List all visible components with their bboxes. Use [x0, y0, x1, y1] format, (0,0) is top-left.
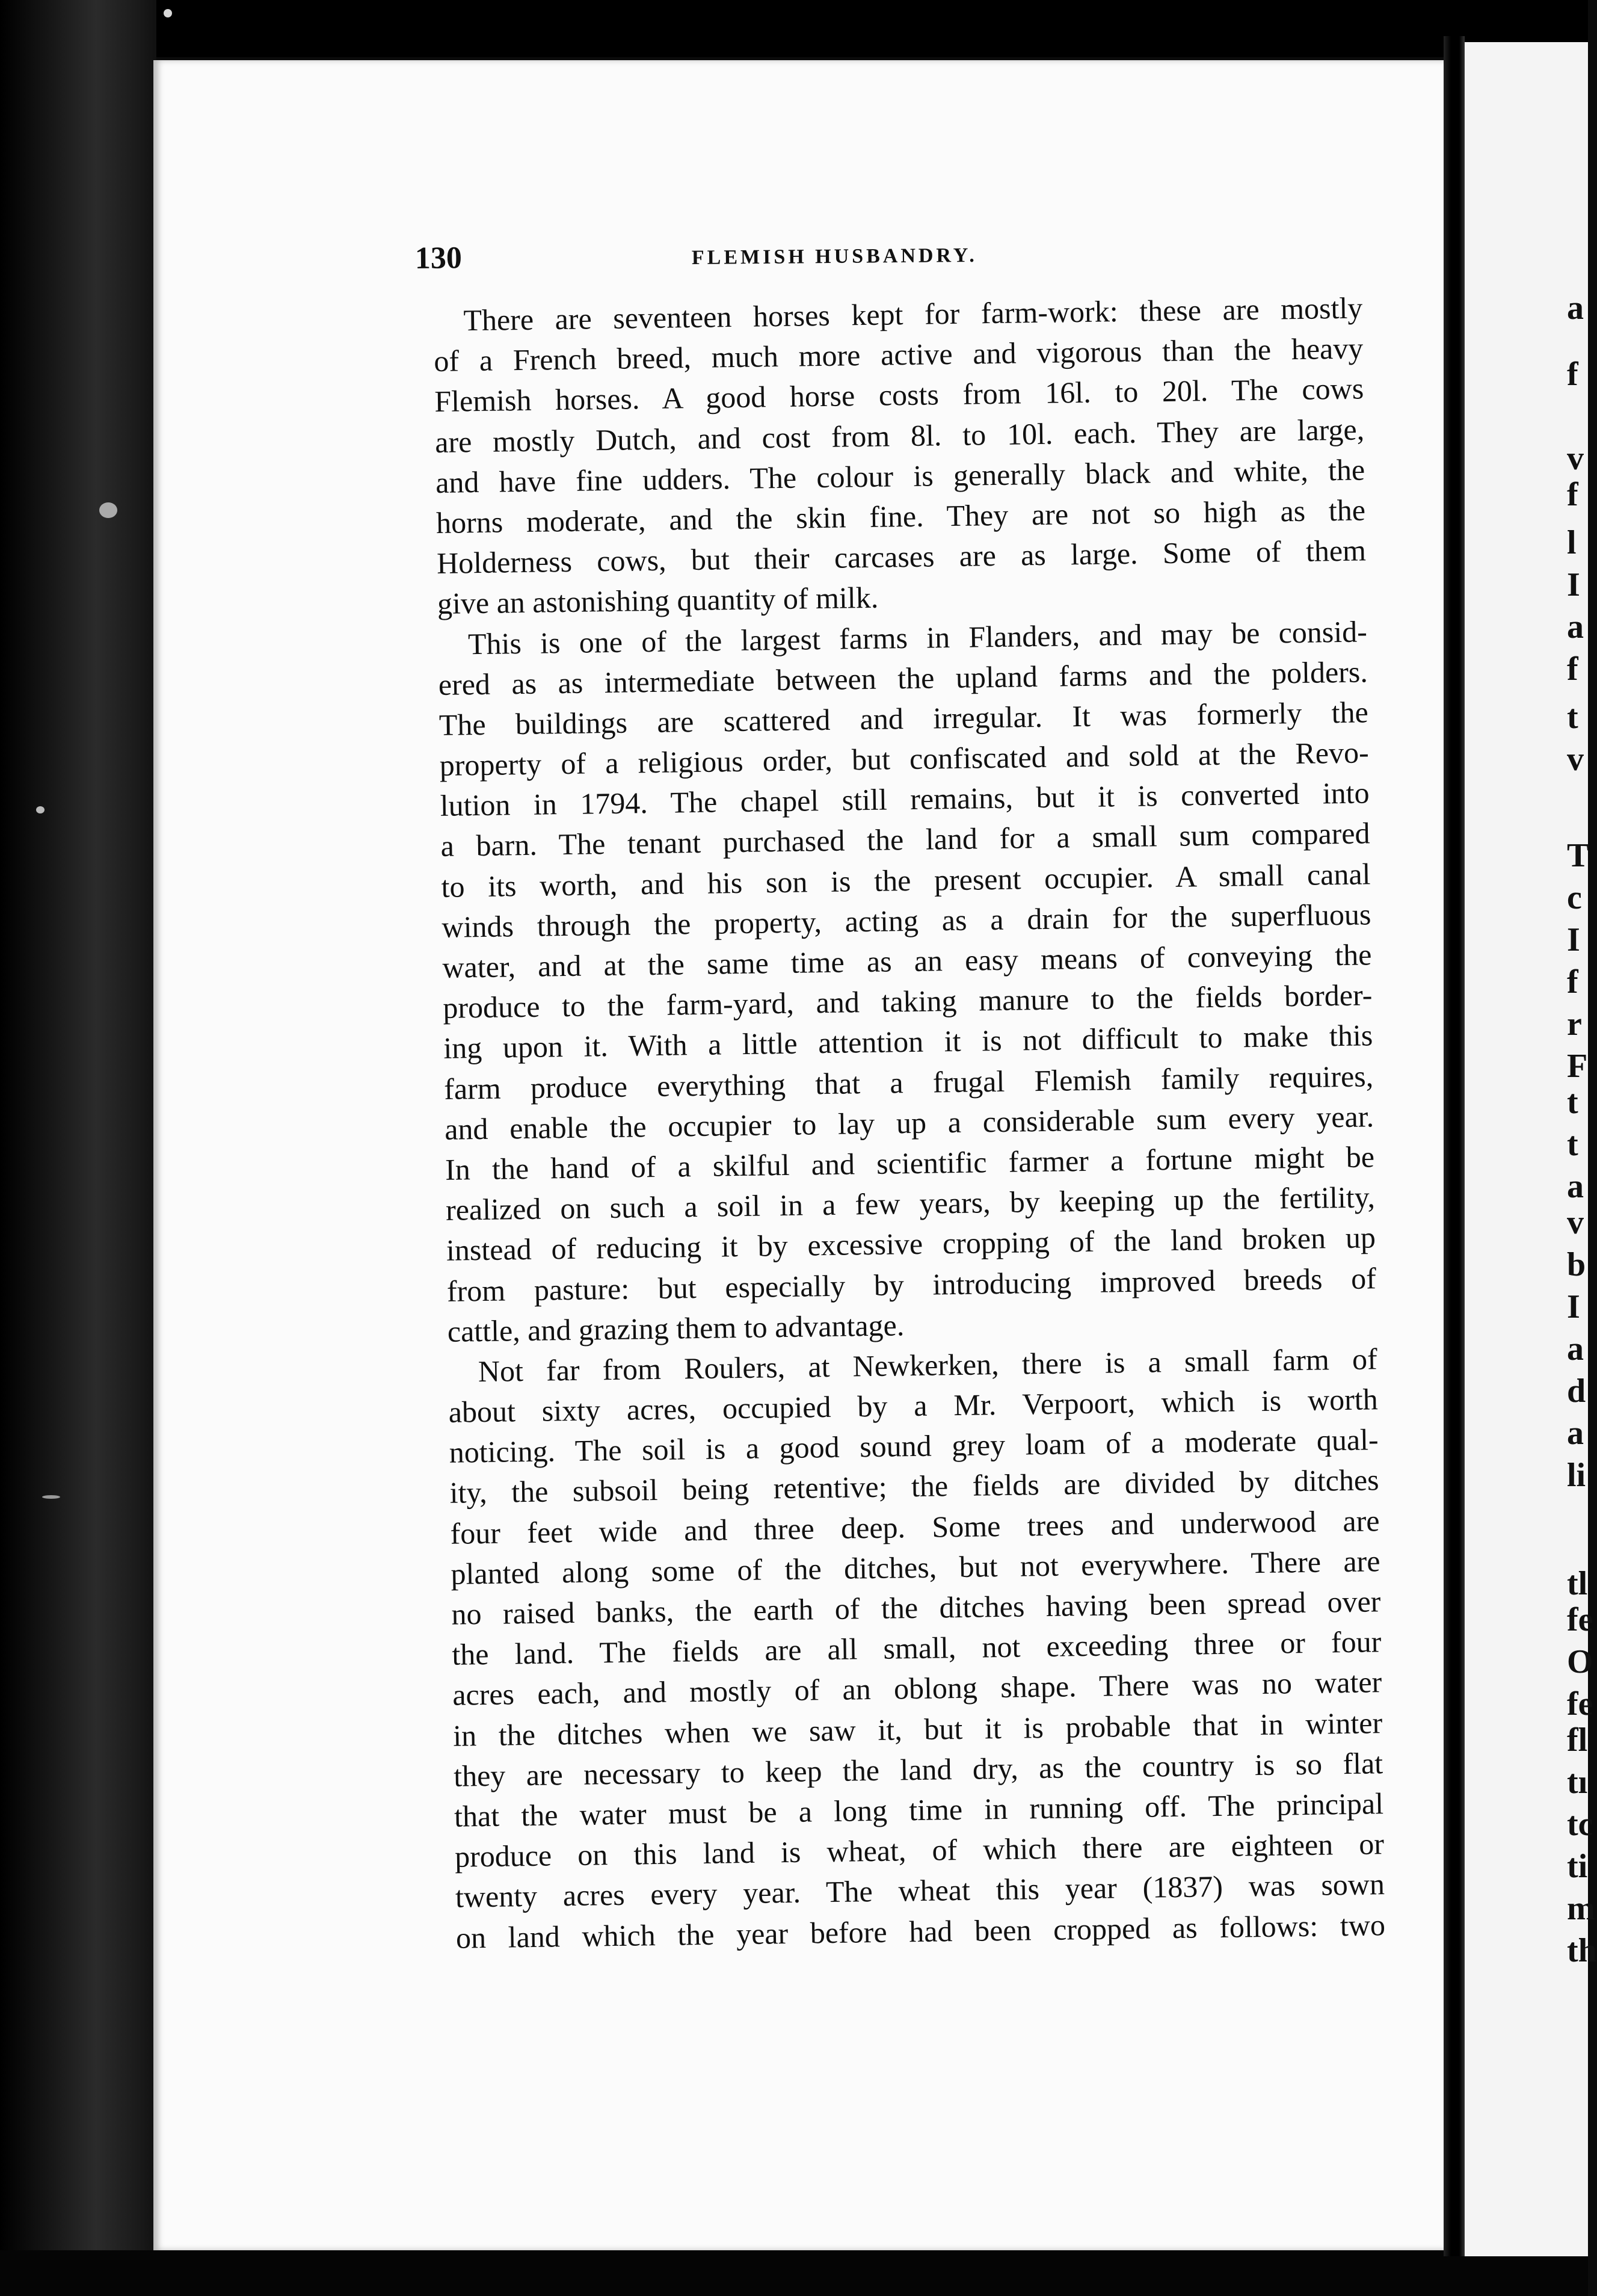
text-line: on land which the year before had been cropped as follows: two: [455, 1907, 1386, 1955]
facing-page-fragment: I: [1567, 921, 1580, 958]
facing-page-fragment: f: [1567, 650, 1578, 688]
text-line: of a French breed, much more active and vigorous than the heavy: [434, 331, 1364, 378]
text-line: the land. The fields are all small, not exceeding three or four: [452, 1625, 1382, 1671]
text-line: This is one of the largest farms in Flanders, and may be consid-: [467, 614, 1368, 661]
facing-page-fragment: c: [1567, 879, 1582, 916]
facing-page-fragment: a: [1567, 608, 1584, 646]
text-line: lution in 1794. The chapel still remains, but it is converted into: [440, 776, 1370, 823]
text-line: Flemish horses. A good horse costs from 16l. to 20l. The cows: [434, 371, 1364, 419]
text-line: and have fine udders. The colour is generally black and white, the: [435, 452, 1365, 499]
text-line: produce to the farm-yard, and taking manure to the fields border-: [443, 978, 1373, 1025]
facing-page-fragment: v: [1567, 741, 1584, 778]
facing-page-fragment: t: [1567, 1084, 1578, 1121]
facing-page-fragment: T: [1567, 837, 1590, 874]
facing-page-fragment: ti: [1567, 1848, 1588, 1885]
text-line: water, and at the same time as an easy means of conveying the: [442, 937, 1372, 984]
facing-page-fragment: li: [1567, 1457, 1586, 1494]
text-line: ered as as intermediate between the upland farms and the polders.: [438, 655, 1368, 702]
facing-page-fragment: a: [1567, 289, 1584, 327]
facing-page-fragment: t: [1567, 699, 1578, 736]
running-head: [415, 235, 1035, 289]
facing-page-fragment: v: [1567, 1204, 1584, 1241]
facing-page-fragment: v: [1567, 440, 1584, 477]
facing-page-fragment: t: [1567, 1126, 1578, 1163]
facing-page-fragment: m: [1567, 1890, 1595, 1927]
text-line: In the hand of a skilful and scientific farmer a fortune might be: [445, 1140, 1375, 1187]
facing-page-fragment: fe: [1567, 1685, 1593, 1723]
text-line: to its worth, and his son is the present occupier. A small canal: [441, 856, 1371, 904]
facing-page-fragment: O: [1567, 1643, 1593, 1680]
text-line: produce on this land is wheat, of which there are eighteen or: [454, 1827, 1385, 1874]
scan-speck: [99, 502, 117, 518]
text-line: planted along some of the ditches, but not everywhere. There are: [451, 1544, 1380, 1591]
text-line: and enable the occupier to lay up a considerable sum every year.: [444, 1099, 1374, 1146]
facing-page-fragment: tl: [1567, 1565, 1588, 1602]
text-line: are mostly Dutch, and cost from 8l. to 10l. each. They are large,: [434, 412, 1365, 459]
text-line: acres each, and mostly of an oblong shape. There was no water: [452, 1665, 1382, 1712]
facing-page-fragment: I: [1567, 1288, 1580, 1325]
text-line: no raised banks, the earth of the ditches having been spread over: [451, 1584, 1381, 1631]
facing-page-fragment: F: [1567, 1048, 1588, 1085]
text-line: instead of reducing it by excessive cropping of the land broken up: [446, 1220, 1376, 1268]
text-line: cattle, and grazing them to advantage.: [447, 1307, 905, 1348]
facing-page-fragment: tc: [1567, 1806, 1593, 1843]
facing-page-fragment: fe: [1567, 1601, 1593, 1638]
text-line: give an astonishing quantity of milk.: [437, 581, 879, 621]
page-gutter: [1444, 36, 1465, 2256]
text-line: they are necessary to keep the land dry, as the country is so flat: [453, 1745, 1383, 1793]
text-line: property of a religious order, but confiscated and sold at the Revo-: [439, 735, 1370, 782]
facing-page-fragment: I: [1567, 566, 1580, 603]
facing-page-fragment: th: [1567, 1932, 1597, 1969]
scan-border-top: [0, 0, 1588, 57]
scan-speck: [36, 806, 45, 813]
facing-page-fragment: d: [1567, 1372, 1586, 1410]
text-line: Holderness cows, but their carcases are as large. Some of them: [436, 533, 1367, 581]
facing-page-fragment: a: [1567, 1330, 1584, 1368]
text-line: There are seventeen horses kept for farm-work: these are mostly: [463, 291, 1363, 338]
facing-page-fragment: f: [1567, 356, 1578, 393]
scan-border-bottom: [0, 2250, 1588, 2296]
scan-border-left: [0, 0, 156, 2296]
text-line: farm produce everything that a frugal Flemish family requires,: [443, 1058, 1374, 1106]
facing-page-fragment: a: [1567, 1415, 1584, 1452]
text-line: winds through the property, acting as a drain for the superfluous: [442, 897, 1371, 944]
scan-speck: [42, 1495, 60, 1499]
text-line: ing upon it. With a little attention it is not difficult to make this: [443, 1018, 1373, 1066]
text-line: four feet wide and three deep. Some trees and underwood are: [450, 1503, 1380, 1551]
text-line: noticing. The soil is a good sound grey loam of a moderate qual-: [449, 1422, 1379, 1470]
scan-speck: [164, 9, 172, 17]
body-text: [433, 288, 1385, 1958]
facing-page-fragment: tı: [1567, 1764, 1588, 1801]
text-line: about sixty acres, occupied by a Mr. Verpoort, which is worth: [448, 1382, 1379, 1429]
facing-page-fragment: a: [1567, 1168, 1584, 1205]
text-line: twenty acres every year. The wheat this year (1837) was sown: [455, 1867, 1385, 1915]
facing-page-fragment: r: [1567, 1005, 1582, 1043]
running-title: FLEMISH HUSBANDRY.: [691, 244, 977, 269]
text-line: Not far from Roulers, at Newkerken, there is a small farm of: [478, 1342, 1378, 1389]
text-line: horns moderate, and the skin fine. They are not so high as the: [435, 493, 1366, 540]
facing-page-fragment: f: [1567, 476, 1578, 513]
text-line: a barn. The tenant purchased the land for a small sum compared: [440, 816, 1370, 863]
facing-page-fragment: b: [1567, 1246, 1586, 1283]
facing-page-fragment: f: [1567, 963, 1578, 1001]
text-line: realized on such a soil in a few years, by keeping up the fertility,: [445, 1180, 1376, 1227]
facing-page-fragment: l: [1567, 524, 1577, 561]
text-line: that the water must be a long time in running off. The principal: [454, 1786, 1384, 1833]
page-number: 130: [414, 241, 463, 276]
text-line: ity, the subsoil being retentive; the fields are divided by ditches: [449, 1463, 1379, 1510]
facing-page-edge: [1465, 42, 1597, 2256]
text-line: in the ditches when we saw it, but it is probable that in winter: [452, 1705, 1383, 1753]
text-line: from pasture: but especially by introducing improved breeds of: [446, 1261, 1377, 1308]
text-line: The buildings are scattered and irregular. It was formerly the: [438, 695, 1369, 742]
facing-page-fragment: fl: [1567, 1721, 1588, 1759]
